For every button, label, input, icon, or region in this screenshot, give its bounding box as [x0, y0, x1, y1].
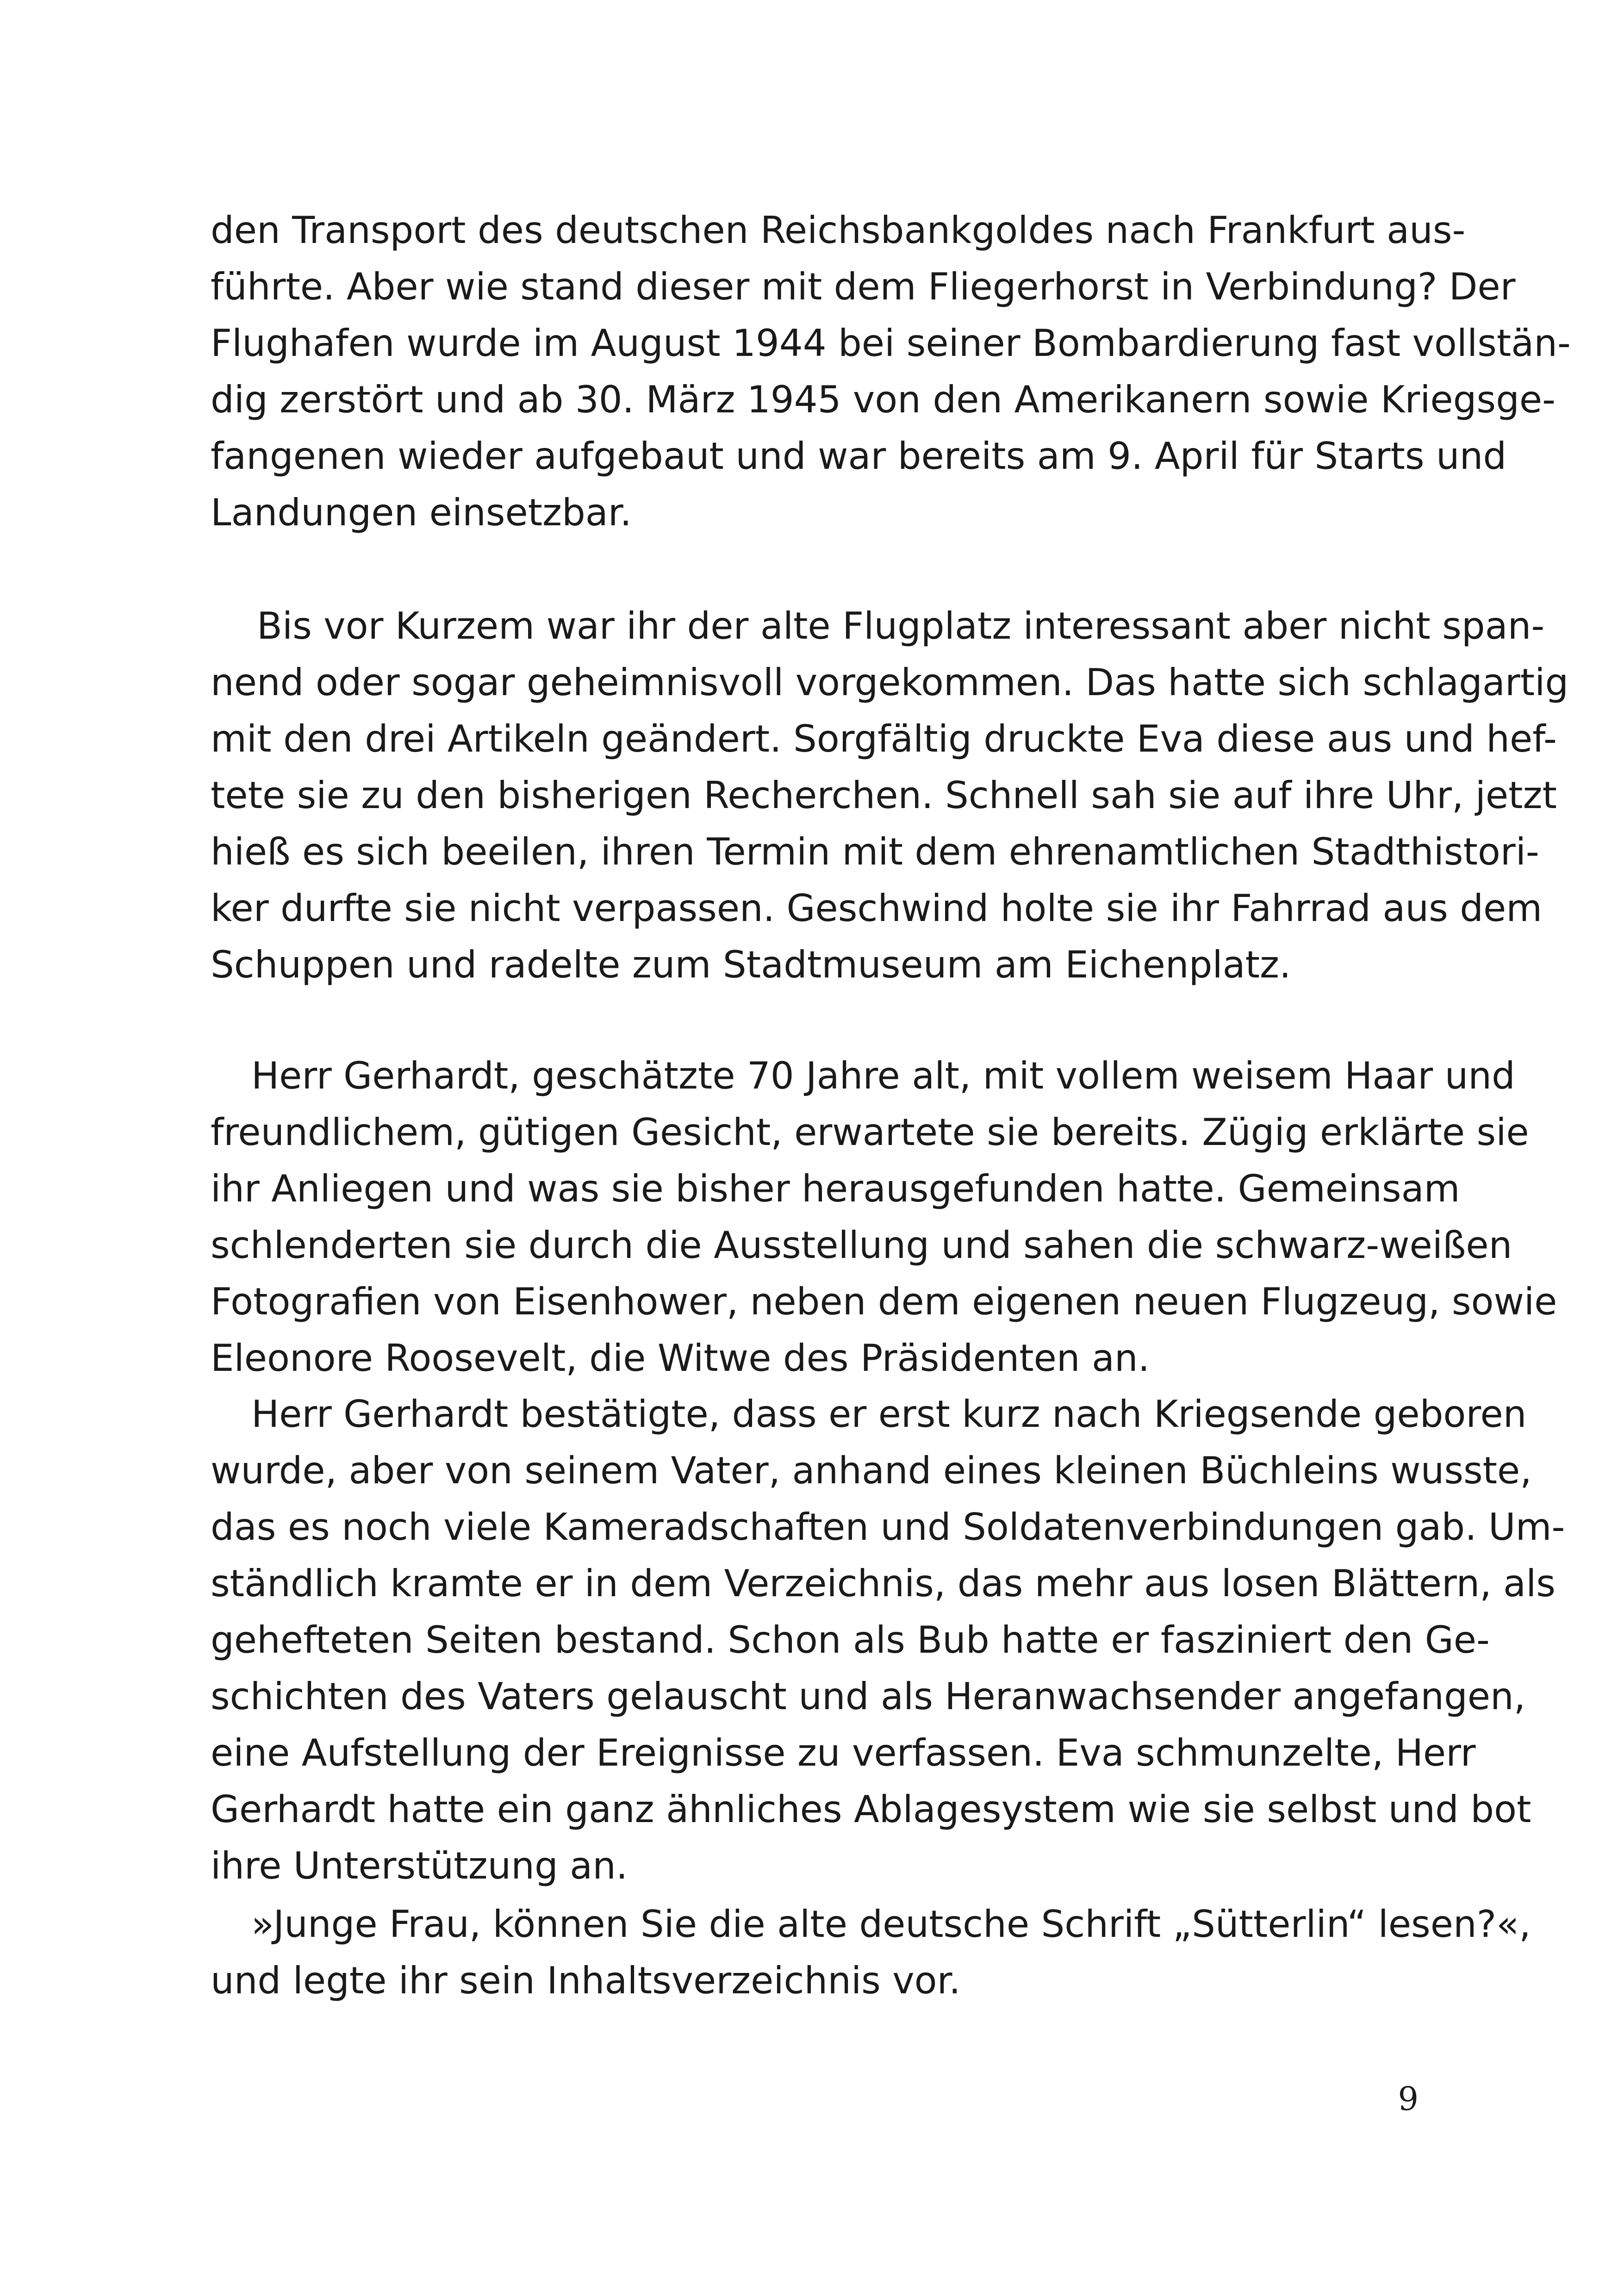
text-line: Herr Gerhardt bestätigte, dass er erst kurz nach Kriegsende geboren: [251, 1393, 1527, 1436]
text-line: Schuppen und radelte zum Stadtmuseum am Eichenplatz.: [211, 943, 1291, 986]
text-line: mit den drei Artikeln geändert. Sorgfältig druckte Eva diese aus und hef-: [211, 717, 1557, 760]
text-line: führte. Aber wie stand dieser mit dem Fliegerhorst in Verbindung? Der: [211, 265, 1516, 308]
paragraph-3: [211, 1048, 1557, 1387]
text-line: und legte ihr sein Inhaltsverzeichnis vor.: [211, 1959, 961, 2002]
paragraph-5: [211, 1896, 1531, 2009]
text-line: »Junge Frau, können Sie die alte deutsche Schrift „Sütterlin“ lesen?«,: [251, 1903, 1531, 1946]
text-line: Eleonore Roosevelt, die Witwe des Präsidenten an.: [211, 1337, 1150, 1380]
page-number: 9: [1398, 2080, 1419, 2118]
paragraph-1: [211, 202, 1571, 541]
text-line: Bis vor Kurzem war ihr der alte Flugplatz interessant aber nicht span-: [257, 604, 1545, 647]
text-line: tete sie zu den bisherigen Recherchen. Schnell sah sie auf ihre Uhr, jetzt: [211, 774, 1557, 817]
text-line: schlenderten sie durch die Ausstellung und sahen die schwarz-weißen: [211, 1224, 1512, 1267]
text-line: gehefteten Seiten bestand. Schon als Bub hatte er fasziniert den Ge-: [211, 1618, 1490, 1661]
text-line: eine Aufstellung der Ereignisse zu verfassen. Eva schmunzelte, Herr: [211, 1731, 1476, 1774]
paragraph-2: [211, 598, 1569, 993]
text-line: Gerhardt hatte ein ganz ähnliches Ablagesystem wie sie selbst und bot: [211, 1788, 1531, 1831]
text-line: ihr Anliegen und was sie bisher herausgefunden hatte. Gemeinsam: [211, 1167, 1460, 1210]
text-line: Fotografien von Eisenhower, neben dem eigenen neuen Flugzeug, sowie: [211, 1280, 1557, 1323]
text-line: das es noch viele Kameradschaften und Soldatenverbindungen gab. Um-: [211, 1506, 1565, 1549]
text-line: schichten des Vaters gelauscht und als Heranwachsender angefangen,: [211, 1675, 1526, 1718]
text-line: Herr Gerhardt, geschätzte 70 Jahre alt, mit vollem weisem Haar und: [251, 1054, 1515, 1097]
text-line: dig zerstört und ab 30. März 1945 von den Amerikanern sowie Kriegsge-: [211, 378, 1556, 421]
text-line: wurde, aber von seinem Vater, anhand eines kleinen Büchleins wusste,: [211, 1449, 1532, 1492]
text-line: Landungen einsetzbar.: [211, 491, 632, 534]
text-line: ker durfte sie nicht verpassen. Geschwind holte sie ihr Fahrrad aus dem: [211, 887, 1543, 930]
text-line: ständlich kramte er in dem Verzeichnis, das mehr aus losen Blättern, als: [211, 1562, 1556, 1605]
text-line: den Transport des deutschen Reichsbankgoldes nach Frankfurt aus-: [211, 209, 1466, 252]
text-line: freundlichem, gütigen Gesicht, erwartete sie bereits. Zügig erklärte sie: [211, 1111, 1529, 1154]
text-line: nend oder sogar geheimnisvoll vorgekommen. Das hatte sich schlagartig: [211, 661, 1569, 704]
text-line: fangenen wieder aufgebaut und war bereits am 9. April für Starts und: [211, 435, 1507, 478]
text-line: Flughafen wurde im August 1944 bei seiner Bombardierung fast vollstän-: [211, 322, 1571, 365]
paragraph-4: [211, 1386, 1565, 1894]
text-line: hieß es sich beeilen, ihren Termin mit dem ehrenamtlichen Stadthistori-: [211, 830, 1539, 873]
text-line: ihre Unterstützung an.: [211, 1844, 628, 1887]
